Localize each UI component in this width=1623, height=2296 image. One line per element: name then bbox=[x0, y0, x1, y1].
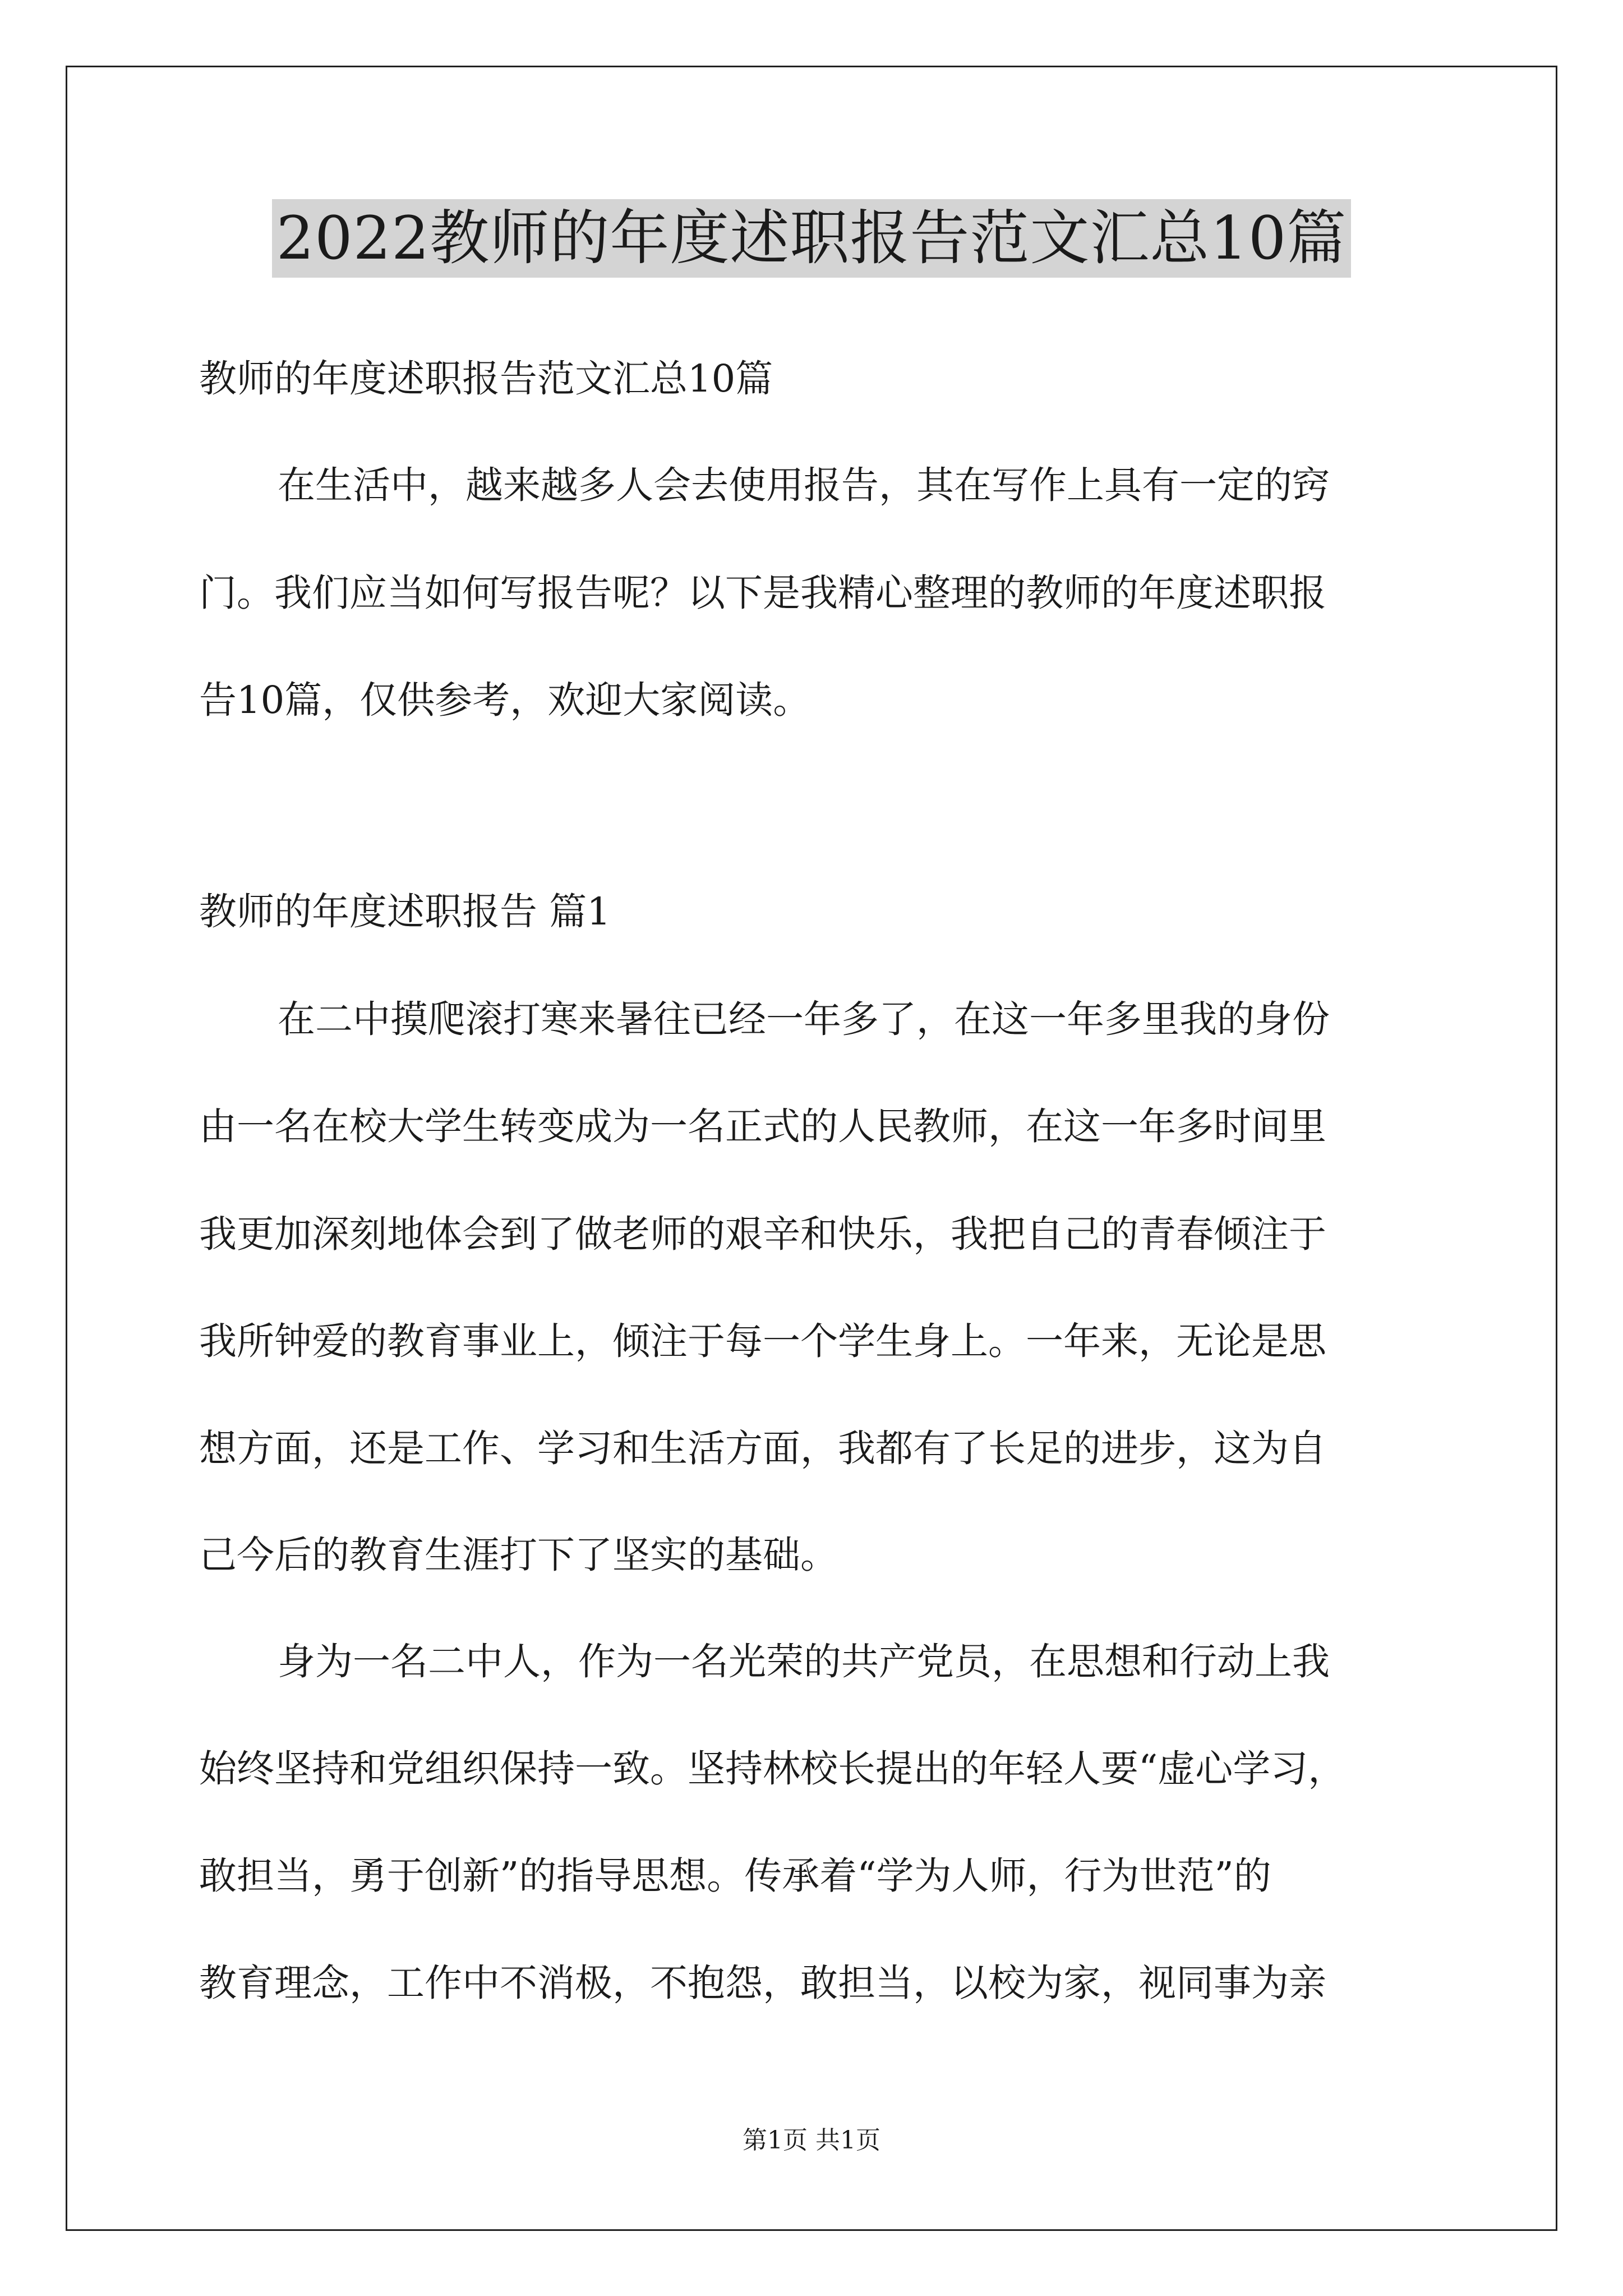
paragraph1-line-4: 我所钟爱的教育事业上，倾注于每一个学生身上。一年来，无论是思 bbox=[199, 1319, 1326, 1363]
paragraph2-line-4: 教育理念，工作中不消极，不抱怨，敢担当，以校为家，视同事为亲 bbox=[199, 1961, 1326, 2005]
intro-line-1: 在生活中，越来越多人会去使用报告，其在写作上具有一定的窍 bbox=[278, 463, 1330, 507]
document-title: 2022教师的年度述职报告范文汇总10篇 bbox=[272, 199, 1352, 278]
page-footer: 第1页 共1页 bbox=[743, 2126, 880, 2155]
paragraph1-line-1: 在二中摸爬滚打寒来暑往已经一年多了，在这一年多里我的身份 bbox=[278, 997, 1330, 1041]
paragraph2-line-2: 始终坚持和党组织保持一致。坚持林校长提出的年轻人要“虚心学习， bbox=[199, 1747, 1346, 1791]
paragraph2-line-1: 身为一名二中人，作为一名光荣的共产党员，在思想和行动上我 bbox=[278, 1640, 1330, 1683]
intro-line-2: 门。我们应当如何写报告呢？以下是我精心整理的教师的年度述职报 bbox=[199, 571, 1326, 615]
title-wrap bbox=[0, 199, 1623, 278]
paragraph1-line-5: 想方面，还是工作、学习和生活方面，我都有了长足的进步，这为自 bbox=[199, 1427, 1326, 1470]
document-subtitle: 教师的年度述职报告范文汇总10篇 bbox=[199, 357, 773, 401]
paragraph1-line-3: 我更加深刻地体会到了做老师的艰辛和快乐，我把自己的青春倾注于 bbox=[199, 1212, 1326, 1256]
section-heading: 教师的年度述职报告 篇1 bbox=[199, 890, 611, 933]
paragraph1-line-2: 由一名在校大学生转变成为一名正式的人民教师，在这一年多时间里 bbox=[199, 1105, 1326, 1148]
paragraph2-line-3: 敢担当，勇于创新”的指导思想。传承着“学为人师，行为世范”的 bbox=[199, 1854, 1271, 1898]
paragraph1-line-6: 己今后的教育生涯打下了坚实的基础。 bbox=[199, 1533, 838, 1577]
intro-line-3: 告10篇，仅供参考，欢迎大家阅读。 bbox=[199, 678, 811, 722]
